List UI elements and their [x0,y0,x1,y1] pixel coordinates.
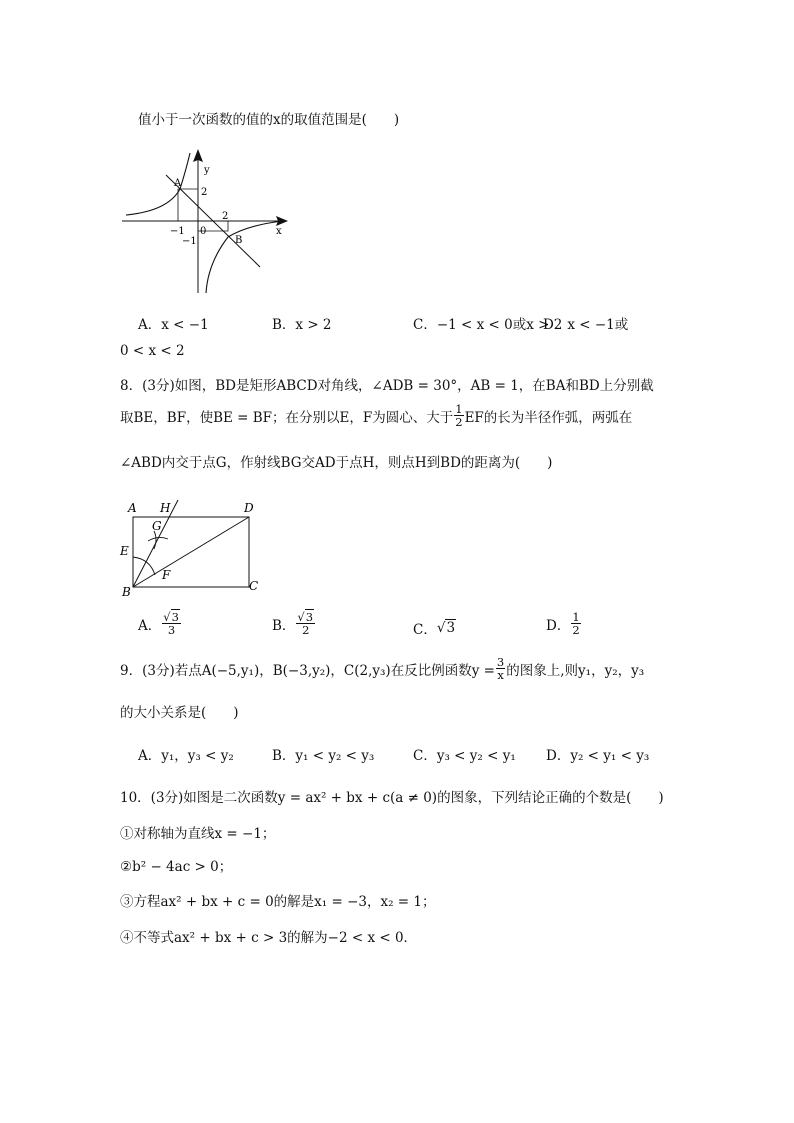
q8-option-a-radicand: 3 [171,610,179,624]
q8-option-a-denominator: 3 [167,623,176,637]
q10-stem: 10．(3分)如图是二次函数y = ax² + bx + c(a ≠ 0)的图象，下列结论正确的个数是( ) [120,790,664,806]
tick-2-y: 2 [201,187,208,198]
question-7-continuation: 值小于一次函数的值的x的取值范围是( ) [138,112,400,128]
q7-option-d[interactable]: D．x < −1或 [543,317,629,333]
q8-option-c-radicand: 3 [446,620,456,636]
q7-option-b[interactable]: B．x > 2 [272,317,332,333]
q8-option-d-label: D． [546,617,571,634]
q8-fraction-denominator: 2 [455,415,463,429]
q7-option-a[interactable]: A．x < −1 [138,317,209,333]
label-x: x [276,226,282,237]
q10-statement-4: ④不等式ax² + bx + c > 3的解为−2 < x < 0． [120,930,418,946]
q9-option-c[interactable]: C．y₃ < y₂ < y₁ [413,748,516,764]
q8-line-3: ∠ABD内交于点G，作射线BG交AD于点H，则点H到BD的距离为( ) [120,455,553,471]
q8-line-1: 8．(3分)如图，BD是矩形ABCD对角线，∠ADB = 30°，AB = 1，在BA和BD上分别截 [120,378,654,394]
q10-statement-2: ②b² − 4ac > 0； [120,859,233,875]
label-point-b: B [235,235,243,246]
q8-option-a[interactable] [138,611,182,636]
q8-option-a-label: A． [138,617,162,634]
q9-fraction-denominator: x [497,668,504,682]
q8-option-a-numerator: √3 [163,610,179,624]
q9-option-b[interactable]: B．y₁ < y₂ < y₃ [272,748,375,764]
q7-option-c[interactable]: C．−1 < x < 0或x > 2 [413,317,563,333]
label-origin: 0 [200,226,207,237]
label-f: F [162,568,171,582]
q8-option-b-denominator: 2 [302,623,310,637]
diagonal-bd [133,517,249,587]
q9-line-1 [120,656,644,681]
q9-option-d[interactable]: D．y₂ < y₁ < y₃ [546,748,650,764]
q8-fraction-numerator: 1 [455,402,463,416]
q9-line-1-part-b: 的图象上,则y₁，y₂，y₃ [506,662,645,679]
q8-option-b-label: B． [272,617,296,634]
label-c: C [249,579,259,593]
q10-statement-3: ③方程ax² + bx + c = 0的解是x₁ = −3，x₂ = 1； [120,894,436,910]
tick-neg1-y: −1 [182,236,197,247]
label-y: y [204,165,210,176]
q8-option-c[interactable] [413,618,456,638]
q8-line-2 [120,403,632,428]
question-8-figure [118,495,266,601]
q9-fraction [496,656,505,681]
q8-option-b-radicand: 3 [305,610,314,624]
q8-option-d[interactable] [546,611,582,636]
q8-fraction-half [454,403,463,428]
label-b: B [122,585,131,599]
label-point-a: A [174,178,182,189]
label-a: A [128,501,137,515]
helper-lines-a [178,189,198,221]
label-g: G [152,519,162,533]
q7-option-d-continued: 0 < x < 2 [120,343,185,359]
q9-line-1-part-a: 9．(3分)若点A(−5,y₁)，B(−3,y₂)，C(2,y₃)在反比例函数y = [120,662,495,679]
q9-fraction-numerator: 3 [496,655,505,669]
q10-statement-1: ①对称轴为直线x = −1； [120,826,276,842]
q9-option-a[interactable]: A．y₁，y₃ < y₂ [138,748,234,764]
q8-option-b[interactable] [272,611,316,636]
tick-2-x: 2 [222,211,229,222]
q8-line-2-part-b: EF的长为半径作弧，两弧在 [464,409,633,426]
q8-option-d-fraction [571,611,580,636]
q8-option-c-sqrt: √3 [436,620,456,636]
question-7-graph [118,145,293,297]
tick-neg1-x: −1 [170,226,185,237]
q8-option-d-numerator: 1 [572,610,580,624]
q8-line-2-part-a: 取BE，BF，使BE = BF；在分别以E，F为圆心、大于 [120,409,454,426]
q8-option-b-fraction [296,611,315,636]
q8-option-c-label: C． [413,622,437,638]
q8-option-d-denominator: 2 [572,623,580,637]
label-e: E [120,544,129,558]
q8-option-b-numerator: √3 [297,610,314,624]
q9-line-2: 的大小关系是( ) [120,705,239,721]
hyperbola-branch-right [206,221,283,293]
label-h: H [160,501,171,515]
label-d: D [244,501,254,515]
q8-option-a-fraction [162,611,181,636]
